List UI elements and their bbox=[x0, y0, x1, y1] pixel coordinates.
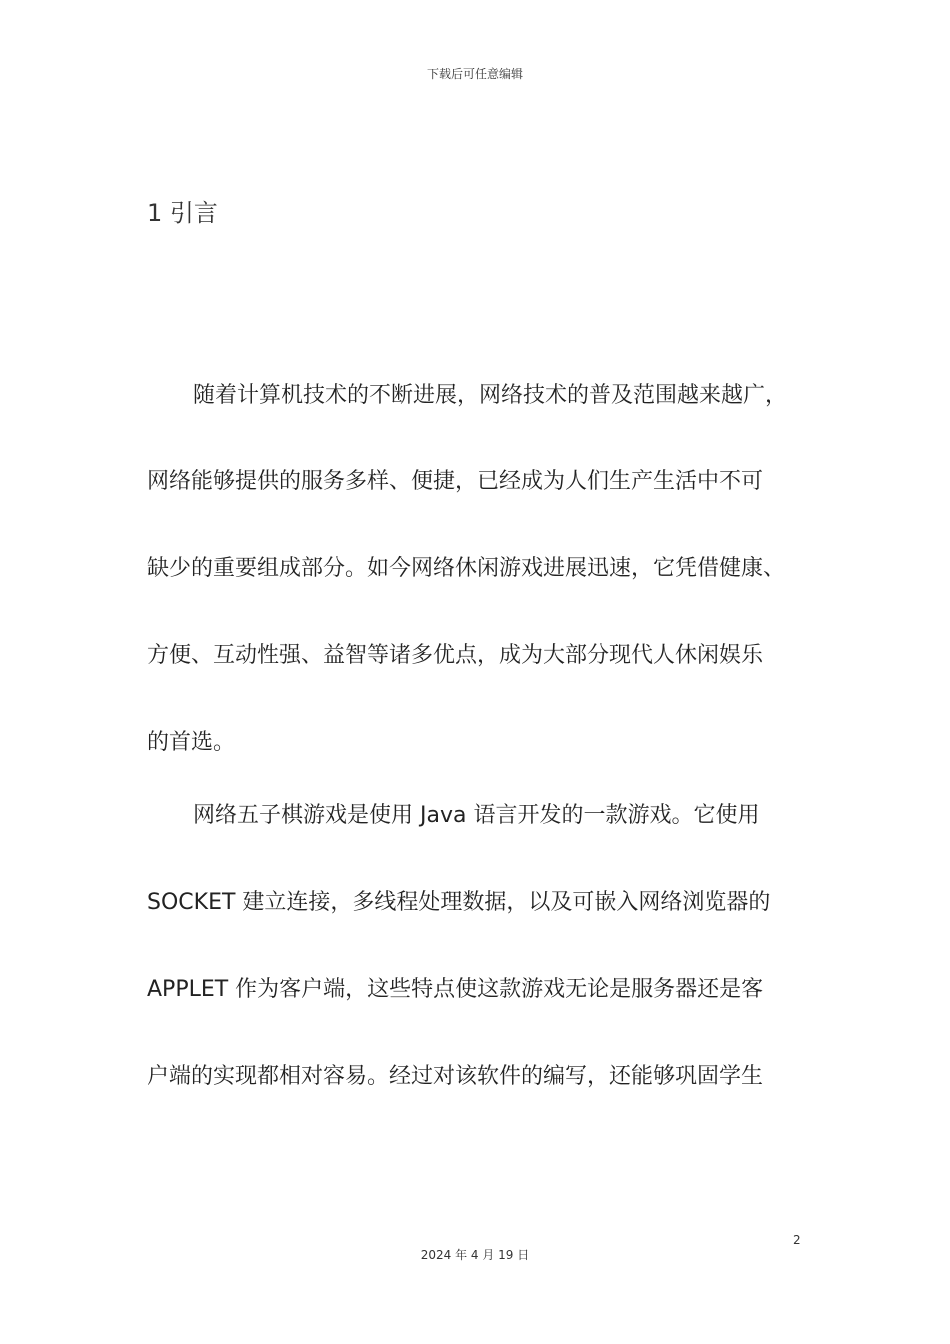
footer-date: 2024 年 4 月 19 日 bbox=[420, 1248, 530, 1262]
paragraph-2-line-2: SOCKET 建立连接，多线程处理数据，以及可嵌入网络浏览器的 bbox=[147, 890, 771, 915]
paragraph-1-line-4: 方便、互动性强、益智等诸多优点，成为大部分现代人休闲娱乐 bbox=[147, 643, 764, 668]
paragraph-1-line-3: 缺少的重要组成部分。如今网络休闲游戏进展迅速，它凭借健康、 bbox=[147, 556, 786, 581]
paragraph-2-line-4: 户端的实现都相对容易。经过对该软件的编写，还能够巩固学生 bbox=[147, 1064, 764, 1089]
paragraph-1-line-1: 随着计算机技术的不断进展，网络技术的普及范围越来越广， bbox=[193, 383, 788, 408]
paragraph-1-line-2: 网络能够提供的服务多样、便捷，已经成为人们生产生活中不可 bbox=[147, 469, 764, 494]
paragraph-2-line-1: 网络五子棋游戏是使用 Java 语言开发的一款游戏。它使用 bbox=[193, 803, 760, 828]
paragraph-2-line-3: APPLET 作为客户端，这些特点使这款游戏无论是服务器还是客 bbox=[147, 977, 764, 1002]
page-header: 下载后可任意编辑 bbox=[426, 67, 523, 81]
paragraph-1-line-5: 的首选。 bbox=[147, 730, 236, 755]
section-title: 1 引言 bbox=[147, 199, 218, 227]
page-number: 2 bbox=[793, 1233, 801, 1247]
